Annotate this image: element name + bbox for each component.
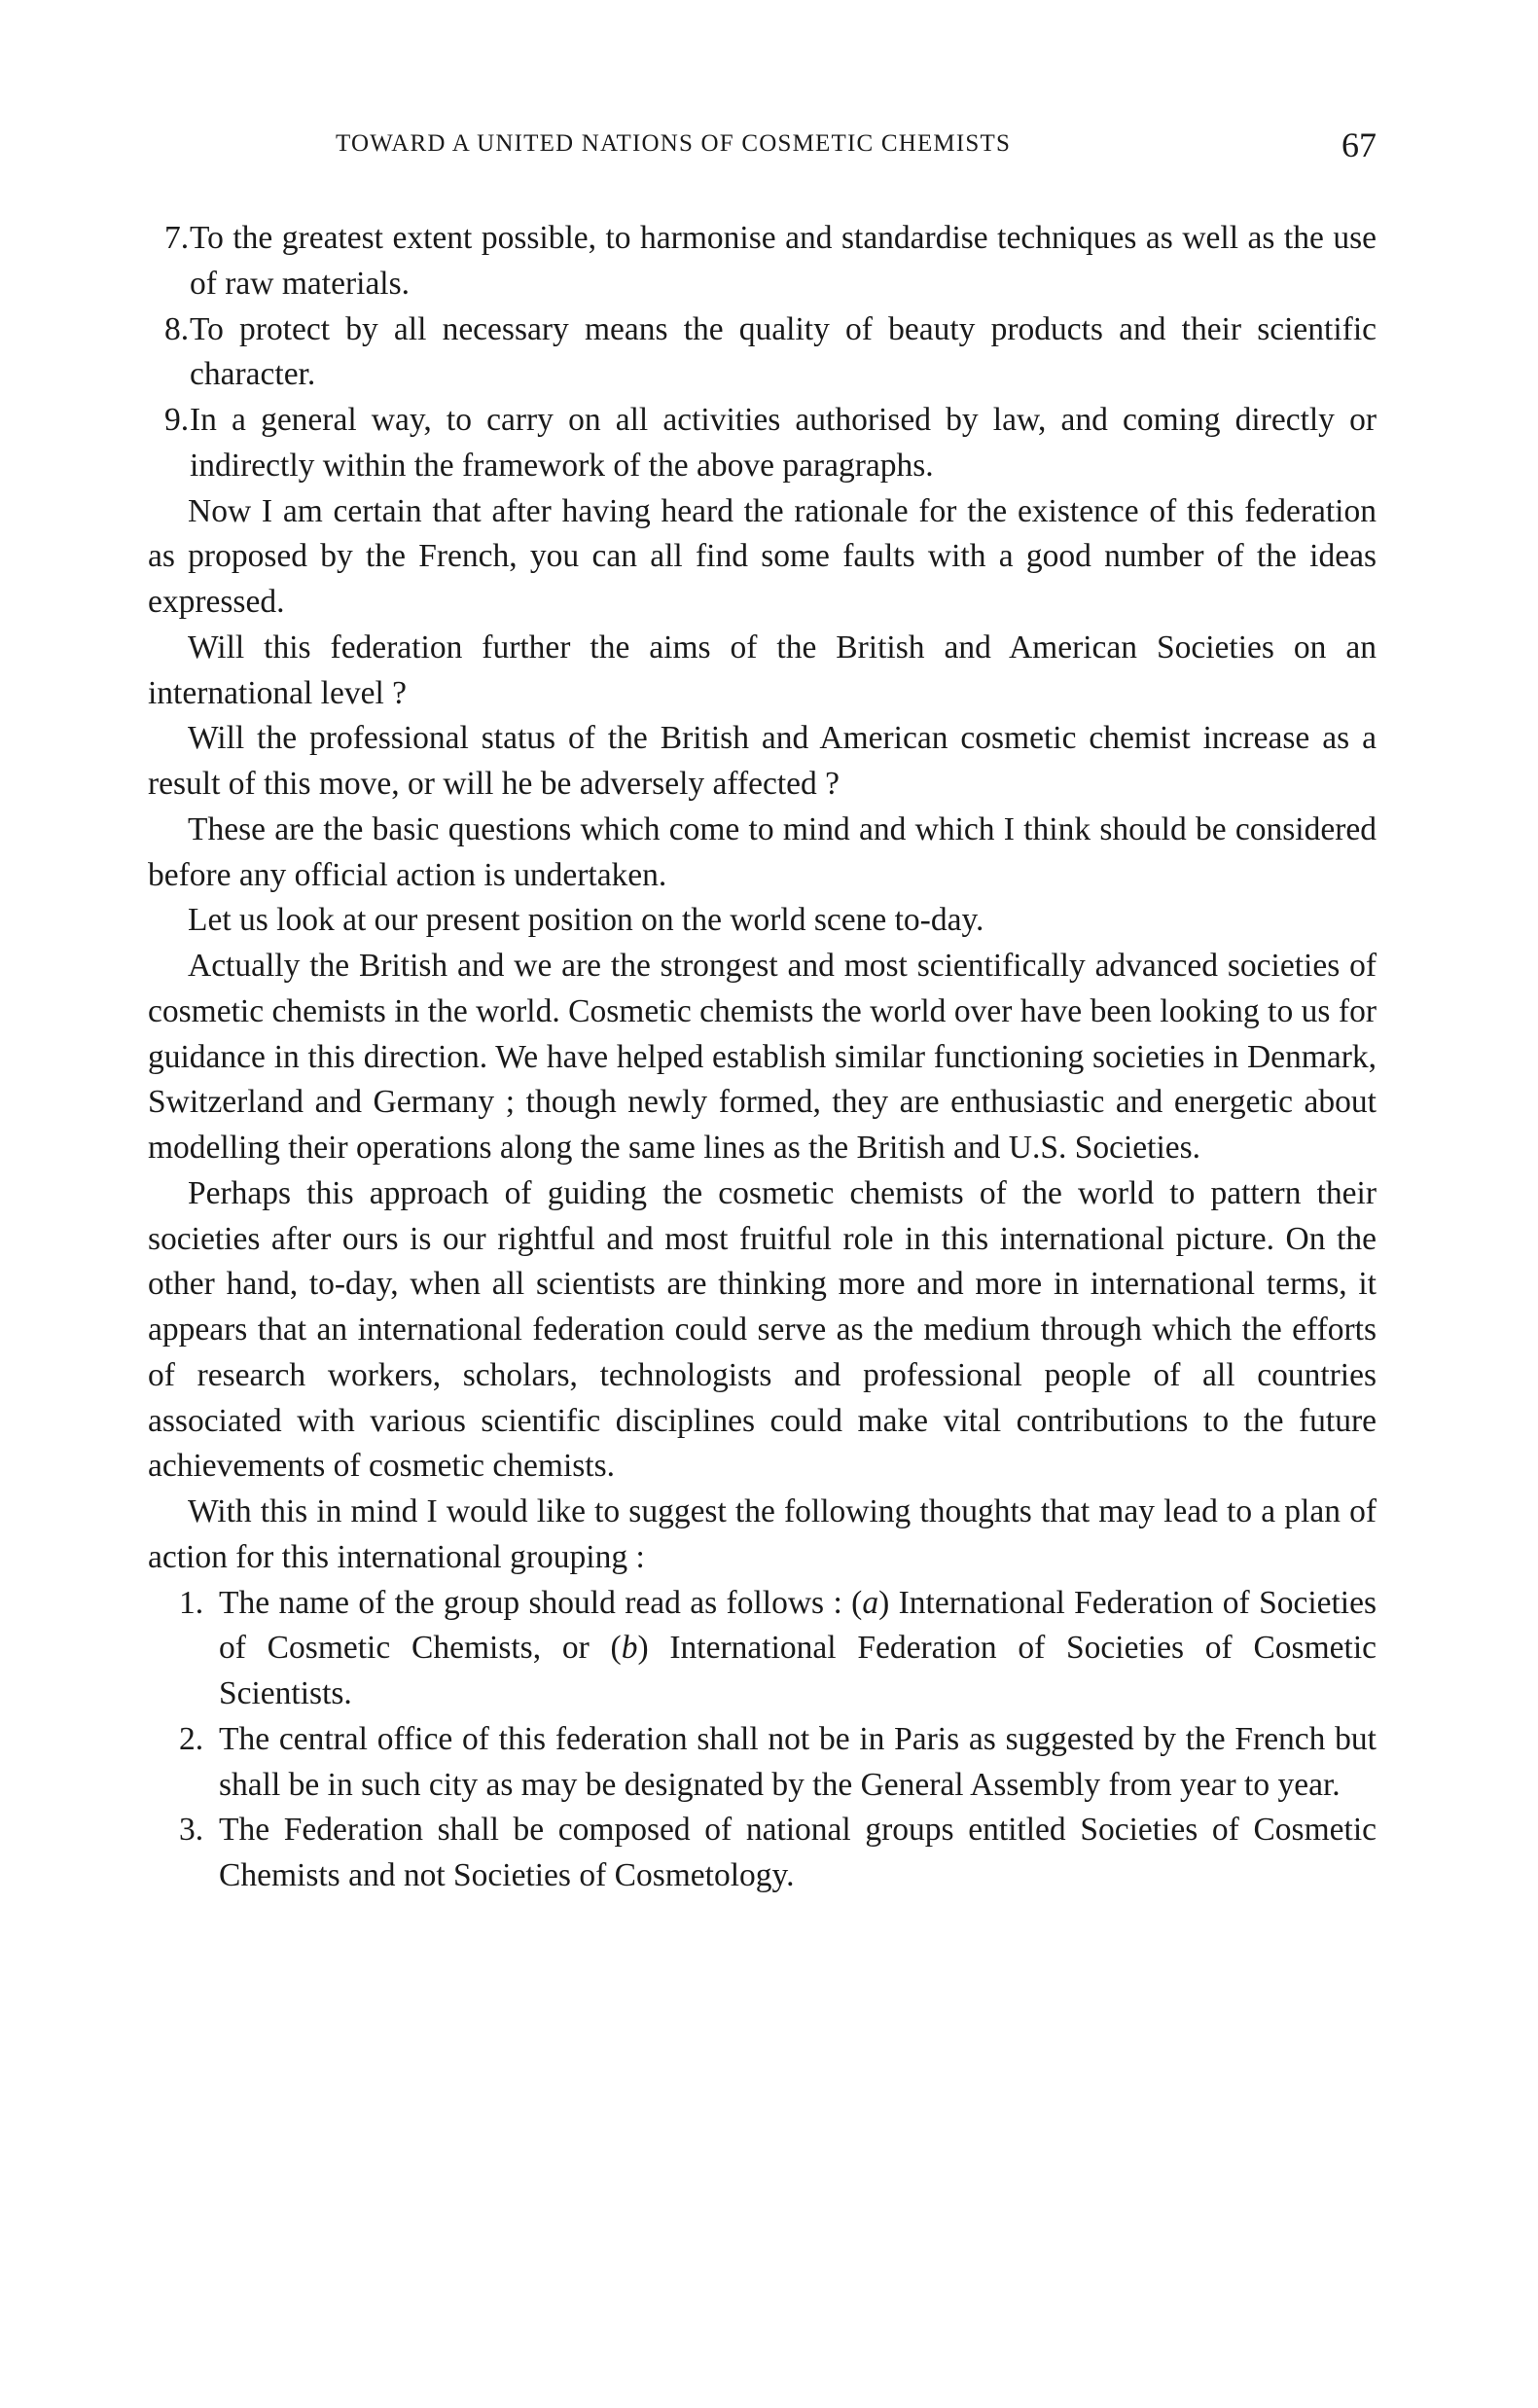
list-item-text: In a general way, to carry on all activities authorised by law, and coming directly or indirectly within the framework of the above paragraphs. [190,402,1377,484]
option-a-text: International Federation of Societies of Cosmetic Chemists, or [219,1584,1377,1667]
paragraph: With this in mind I would like to suggest the following thoughts that may lead to a plan of action for this international grouping : [148,1493,1377,1575]
list-item-9 [148,398,1377,489]
paragraph: These are the basic questions which come to mind and which I think should be considered before any official action is undertaken. [148,810,1377,893]
list-item-7 [148,216,1377,307]
paragraph: Will this federation further the aims of the British and American Societies on an international level ? [148,629,1377,711]
running-header [148,128,1377,171]
list-item-number: 7. [164,220,190,256]
option-label-a: a [862,1584,879,1621]
list-item-number: 8. [164,310,190,347]
list-item-1: 1. The name of the group should read as follows : (a) International Federation of Societies of Cosmetic Chemists, or (b) International Federation of Societies of Cosmetic Scientists. [148,1581,1377,1717]
running-title: TOWARD A UNITED NATIONS OF COSMETIC CHEMISTS [336,130,1012,157]
list-item-3 [148,1808,1377,1899]
list-item-number: 3. [179,1812,204,1849]
paragraph: Let us look at our present position on the world scene to-day. [188,902,984,939]
page-number: 67 [1341,126,1377,164]
option-b-text: International Federation of Societies of Cosmetic Scientists. [219,1630,1377,1711]
paragraph: Will the professional status of the British and American cosmetic chemist increase as a result of this move, or will he be adversely affected ? [148,720,1377,802]
list-item-2 [148,1717,1377,1809]
list-item-text: The name of the group should read as follows : [219,1584,842,1621]
list-item-text: To the greatest extent possible, to harmonise and standardise techniques as well as the use of raw materials. [190,220,1377,302]
page-body [148,216,1377,1899]
list-item-text: To protect by all necessary means the quality of beauty products and their scientific character. [190,310,1377,393]
list-item-number: 2. [179,1720,204,1757]
paragraph: Actually the British and we are the strongest and most scientifically advanced societies of cosmetic chemists in the world. Cosmetic chemists the world over have been looking to us for guidance in this direction. We have helped establish similar functioning societies in Denmark, Switzerland and Germany ; though newly formed, they are enthusiastic and energetic about modelling their operations along the same lines as the British and U.S. Societies. [148,948,1377,1166]
paragraph: Now I am certain that after having heard the rationale for the existence of this federation as proposed by the French, you can all find some faults with a good number of the ideas expressed. [148,492,1377,620]
list-item-8 [148,307,1377,399]
list-item-text: The central office of this federation shall not be in Paris as suggested by the French but shall be in such city as may be designated by the General Assembly from year to year. [219,1720,1377,1803]
paragraph: Perhaps this approach of guiding the cosmetic chemists of the world to pattern their societies after ours is our rightful and most fruitful role in this international picture. On the other hand, to-day, when all scientists are thinking more and more in international terms, it appears that an international federation could serve as the medium through which the efforts of research workers, scholars, technologists and professional people of all countries associated with various scientific disciplines could make vital contributions to the future achievements of cosmetic chemists. [148,1174,1377,1485]
list-item-number: 1. [179,1584,204,1621]
list-item-number: 9. [164,402,190,438]
option-label-b: b [621,1630,638,1667]
list-item-text: The Federation shall be composed of national groups entitled Societies of Cosmetic Chemists and not Societies of Cosmetology. [219,1812,1377,1893]
